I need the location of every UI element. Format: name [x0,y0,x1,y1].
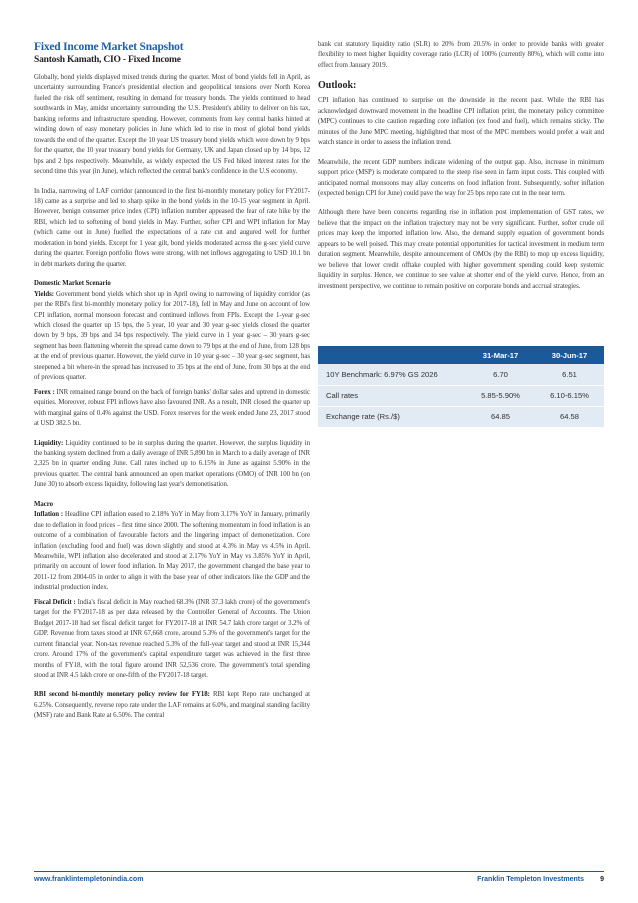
author-byline: Santosh Kamath, CIO - Fixed Income [34,55,181,65]
table-header-cell: 30-Jun-17 [535,346,604,364]
table-cell: 64.58 [535,406,604,427]
forex-text: INR remained range bound on the back of foreign banks' dollar sales and uptrend in domestic equities. Moreover, robust FPI inflows have also favoured INR. As a result, INR closed the quarter up with marginal gains of 0.4% against the USD. Forex reserves for the week ended June 23, 2017 stood at USD 382.5 bn. [34,388,310,428]
outlook-gdp-paragraph: Meanwhile, the recent GDP numbers indicate widening of the output gap. Also, increase in minimum support price (MSP) is moderate compared to the steep rise seen in farm input costs. This coupled with anticipated normal monsoons may allay concerns on food inflation front. Subsequently, softer inflation (expected benign CPI for June) could pave the way for 25 bps repo rate cut in the near term. [318,158,604,197]
table-cell: Call rates [318,385,466,406]
liquidity-label: Liquidity: [34,439,64,447]
fiscal-text: India's fiscal deficit in May reached 68.3% (INR 37.3 lakh crore) of the government's target for the FY2017-18 as per data released by the Controller General of Accounts. The Union Budget 2017-18 had set fiscal deficit target for FY2017-18 at INR 54.7 lakh crore target or 3.2% of GDP. Revenue from taxes stood at INR 67,668 crore, around 5.3% of the government's target for the current financial year. Non-tax revenue reached 5.3% of the full-year target and stood at INR 15,344 crore. Around 17% of the government's capital expenditure target was achieved in the first three months of FY18, with the total figure around INR 52,536 crore. The government's total spending stood at INR 4.5 lakh crore or one-fifth of the FY2017-18 target. [34,598,310,680]
inflation-label: Inflation : [34,511,64,519]
fiscal-label: Fiscal Deficit : [34,598,76,606]
table-cell: 5.85-5.90% [466,385,535,406]
website-link[interactable]: www.franklintempletonindia.com [34,876,144,883]
table-header-cell [318,346,466,364]
domestic-market-section [34,279,310,384]
outlook-gst-paragraph: Although there have been concerns regarding rise in inflation post implementation of GST rates, we believe that the impact on the inflation trajectory may not be very significant. Further, softer crude oil prices may keep the imported inflation low. Also, the demand supply equation of government bonds appears to be well poised. This may create potential opportunities for tactical investment in medium term duration segment. Meanwhile, despite announcement of OMOs (by the RBI) to mop up excess liquidity, we believe that lower credit offtake coupled with higher government spending could keep systemic liquidity in surplus. Hence, we continue to see value at shorter end of the yield curve. Hence, from an investment perspective, we continue to remain positive on corporate bonds and accrual strategies. [318,209,604,290]
table-cell: 6.10-6.15% [535,385,604,406]
table-cell: Exchange rate (Rs./$) [318,406,466,427]
slr-continuation-paragraph: bank cut statutory liquidity ratio (SLR) to 20% from 20.5% in order to provide banks with greater flexibility to meet higher liquidity coverage ratio (LCR) of 100% (currently 80%), which will come into effect from January 2019. [318,41,604,69]
liquidity-text: Liquidity continued to be in surplus during the quarter. However, the surplus liquidity in the banking system declined from a daily average of INR 5,890 bn in March to a daily average of INR 2,325 bn in quarter ending June. Call rates inched up to 6.15% in June as against 5.90% in the previous quarter. The central bank announced an open market operations (OMO) of INR 100 bn (on June 30) to absorb excess liquidity, following last year's demonetisation. [34,439,310,489]
page-footer [34,871,604,887]
rbi-policy-paragraph [34,690,310,721]
yields-label: Yields: [34,290,54,298]
rates-table [318,346,604,428]
table-cell: 10Y Benchmark: 6.97% GS 2026 [318,364,466,385]
table-header-cell: 31-Mar-17 [466,346,535,364]
forex-paragraph [34,388,310,430]
rbi-text: RBI kept Repo rate unchanged at 6.25%. Consequently, reverse repo rate under the LAF remains at 6.0%, and marginal standing facility (MSF) rate and Bank Rate at 6.50%. The central [34,691,310,720]
page-title: Fixed Income Market Snapshot [34,41,184,53]
brand-name: Franklin Templeton Investments [477,876,584,883]
table-row [318,406,604,427]
table-row [318,385,604,406]
outlook-inflation-paragraph: CPI inflation has continued to surprise on the downside in the recent past. While the RBI has acknowledged downward movement in the headline CPI inflation print, the monetary policy committee (MPC) continues to cite caution regarding core inflation (ex food and fuel), which remains sticky. The minutes of the June MPC meeting, highlighted that most of the MPC members would prefer a wait and watch stance in order to assess the inflation trend. [318,97,604,147]
outlook-heading: Outlook: [318,80,357,92]
macro-heading: Macro [34,500,54,508]
right-column [318,40,604,301]
yields-text: Government bond yields which shot up in April owing to narrowing of liquidity corridor (as per the RBI's first bi-monthly monetary policy for 2017-18), fell in May and June on account of low CPI inflation, normal monsoon forecast and continued inflows from FPIs. Except the 1-year g-sec which closed the quarter up 15 bps, the 5 year, 10 year and 30 year g-sec yields closed the quarter down by 9 bps, 39 bps and 34 bps respectively. The yield curve in 1 year g-sec – 30 years g-sec segment has been flattening wherein the spread came down to 79 bps at the end of June, from 128 bps at the end of previous quarter. However, the yield curve in 10 year g-sec – 30 year g-sec segment, has steepened a bit where-in the spread has increased to 35 bps at the end of June, from 30 bps at the end of previous quarter. [34,290,310,382]
macro-section [34,500,310,594]
table-row [318,364,604,385]
india-bonds-paragraph: In India, narrowing of LAF corridor (announced in the first bi-monthly monetary policy for FY2017-18) came as a surprise and led to sharp spike in the bond yields in the 10-15 year segment in April. However, benign consumer price index (CPI) inflation number appeased the fear of rate hike by the RBI, which led to softening of bond yields in May. Further, softer CPI and WPI inflation for May (which came out in June) fuelled the expectations of a rate cut and augured well for further moderation in bond yields. Except for 1 year gilt, bond yields moderated across the g-sec yield curve during the quarter. Foreign portfolio flows were strong, with net inflows aggregating to USD 10.1 bn in debt markets during the quarter. [34,187,310,268]
left-column [34,40,310,731]
rbi-label: RBI second bi-monthly monetary policy review for FY18: [34,691,210,699]
domestic-heading: Domestic Market Scenario [34,280,111,288]
page-number: 9 [600,876,604,883]
table-cell: 64.85 [466,406,535,427]
table-cell: 6.51 [535,364,604,385]
fiscal-deficit-paragraph [34,598,310,682]
global-bonds-paragraph: Globally, bond yields displayed mixed trends during the quarter. Most of bond yields fell in April, as uncertainty surrounding France's presidential election and geopolitical tensions over North Korea fueled the risk off sentiment, resulting in demand for treasury bonds. The yields continued to head southwards in May, amidst uncertainty surrounding the U.S. President's ability to deliver on his tax, banking reforms and infrastructure spending. However, comments from key central banks hinted at winding down of easy monetary policies in June which led to rise in most of global bond yields towards the end of the quarter. Except the 10 year US treasury bond yields which were down by 9 bps for the quarter, the 10 year treasury bond yields for Germany, UK and Japan closed up by 14 bps, 12 bps and 2 bps respectively. Meanwhile, as widely expected the US Fed hiked interest rates for the second time this year (in June), which reflected the central bank's confidence in the U.S economy. [34,74,310,176]
inflation-text: Headline CPI inflation eased to 2.18% YoY in May from 3.17% YoY in January, primarily due to deflation in food prices – first time since 2000. The softening momentum in food inflation is an outcome of a combination of favourable factors and the lingering impact of demonetization. Core inflation (excluding food and fuel) was down slightly and stood at 4.3% in May vs 4.5% in April. Meanwhile, WPI inflation also decelerated and stood at 2.17% YoY in May vs 3.85% YoY in April, primarily on account of lower food inflation. In May 2017, the government changed the base year to 2011-12 from 2004-05 in order to align it with the base year of other indicators like the GDP and the industrial production index. [34,511,310,592]
table-header-row [318,346,604,364]
table-cell: 6.70 [466,364,535,385]
forex-label: Forex : [34,388,55,396]
liquidity-paragraph [34,439,310,491]
